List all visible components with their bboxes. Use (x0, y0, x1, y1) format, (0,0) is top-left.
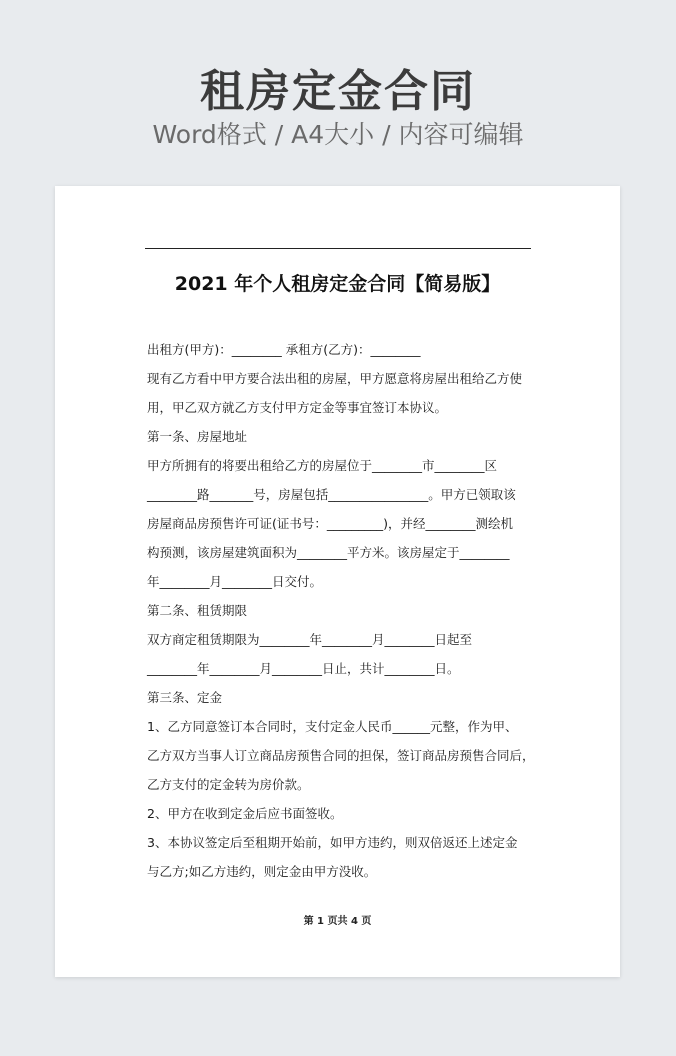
document-title: 2021 年个人租房定金合同【简易版】 (174, 273, 501, 295)
party-line: 出租方(甲方)：________ 承租方(乙方)：________ (147, 342, 421, 357)
banner-title: 租房定金合同 (200, 66, 476, 117)
section-heading: 第三条、定金 (147, 690, 223, 705)
document-body (147, 335, 547, 886)
clause-line: 甲方所拥有的将要出租给乙方的房屋位于________市________区 (147, 458, 498, 473)
clause-line: 3、本协议签定后至租期开始前，如甲方违约，则双倍返还上述定金 (147, 835, 518, 850)
document-page (55, 186, 620, 977)
clause-line: ________年________月________日止，共计________日。 (147, 661, 460, 676)
clause-line: 2、甲方在收到定金后应书面签收。 (147, 806, 343, 821)
section-heading: 第二条、租赁期限 (147, 603, 248, 618)
clause-line: 与乙方;如乙方违约，则定金由甲方没收。 (147, 864, 377, 879)
clause-line: ________路_______号，房屋包括________________。甲方已领取该 (147, 487, 516, 502)
clause-line: 乙方支付的定金转为房价款。 (147, 777, 310, 792)
clause-line: 乙方双方当事人订立商品房预售合同的担保，签订商品房预售合同后， (147, 748, 535, 763)
clause-line: 年________月________日交付。 (147, 574, 323, 589)
banner-subtitle: Word格式 / A4大小 / 内容可编辑 (152, 120, 524, 149)
clause-line: 房屋商品房预售许可证(证书号：_________)，并经________测绘机 (147, 516, 514, 531)
intro-line: 用，甲乙双方就乙方支付甲方定金等事宜签订本协议。 (147, 400, 448, 415)
header-rule (145, 248, 531, 249)
clause-line: 双方商定租赁期限为________年________月________日起至 (147, 632, 473, 647)
clause-line: 构预测，该房屋建筑面积为________平方米。该房屋定于________ (147, 545, 510, 560)
page-footer: 第 1 页共 4 页 (303, 916, 372, 927)
section-heading: 第一条、房屋地址 (147, 429, 248, 444)
clause-line: 1、乙方同意签订本合同时，支付定金人民币______元整，作为甲、 (147, 719, 518, 734)
intro-line: 现有乙方看中甲方要合法出租的房屋，甲方愿意将房屋出租给乙方使 (147, 371, 523, 386)
